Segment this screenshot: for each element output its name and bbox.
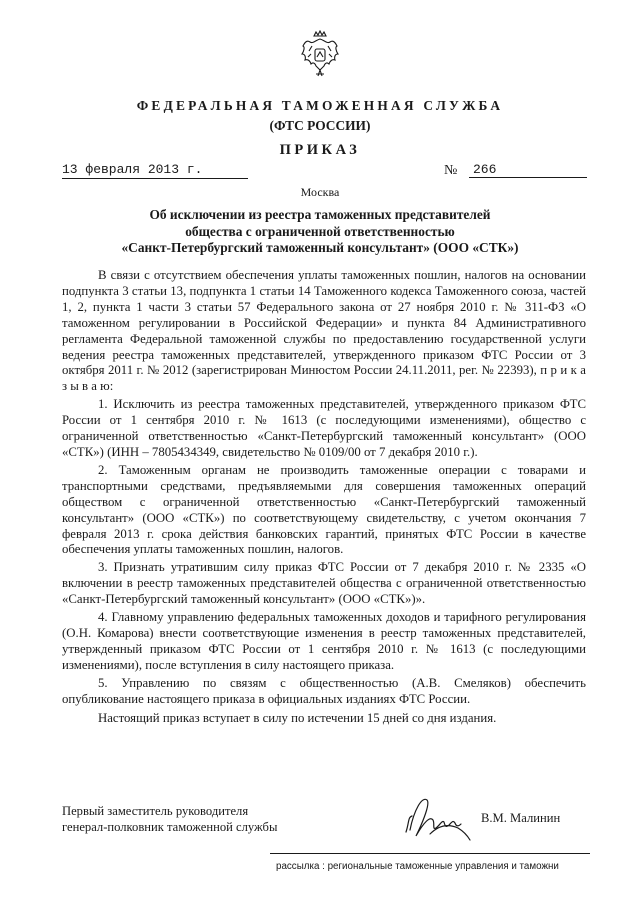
city: Москва	[300, 185, 340, 199]
distribution-divider	[270, 853, 590, 854]
order-title-line: Об исключении из реестра таможенных представителей	[149, 207, 491, 222]
order-item-5: 5. Управлению по связям с общественностью (А.В. Смеляков) обеспечить опубликование настоящего приказа в официальных изданиях ФТС России.	[62, 675, 586, 706]
handwritten-signature-icon	[400, 790, 476, 848]
agency-name: ФЕДЕРАЛЬНАЯ ТАМОЖЕННАЯ СЛУЖБА	[136, 98, 504, 113]
order-item-3: 3. Признать утратившим силу приказ ФТС России от 7 декабря 2010 г. № 2335 «О включении в реестр таможенных представителей общества с ограниченной ответственностью «Санкт-Петербургский таможенный консультант» (ООО «СТК»)».	[62, 560, 586, 607]
closing-paragraph: Настоящий приказ вступает в силу по истечении 15 дней со дня издания.	[98, 711, 497, 726]
signatory-position-line: Первый заместитель руководителя	[62, 804, 249, 818]
order-item-1: 1. Исключить из реестра таможенных представителей, утвержденного приказом ФТС России от 1 сентября 2010 г. № 1613 (с последующими изменениями), общество с ограниченной ответственностью «Санкт-Петербургский таможенный консультант» (ООО «СТК») (ИНН – 7805434349, свидетельство № 0109/00 от 7 декабря 2010 г.).	[62, 397, 586, 459]
signatory-position	[62, 803, 277, 835]
order-date: 13 февраля 2013 г.	[62, 162, 248, 179]
preamble-paragraph: В связи с отсутствием обеспечения уплаты таможенных пошлин, налогов на основании подпункта 3 статьи 13, подпункта 1 статьи 14 Таможенного кодекса Таможенного союза, частей 1, 2, пункта 1 части 3 статьи 57 Федерального закона от 27 ноября 2010 г. № 311-ФЗ «О таможенном регулировании в Российской Федерации» и пункта 84 Административного регламента Федеральной таможенной службы по предоставлению государственной услуги ведения реестра таможенных представителей, утвержденного приказом ФТС России от 3 октября 2011 г. № 2012 (зарегистрирован Минюстом России 24.11.2011, рег. № 22393), п р и к а з ы в а ю:	[62, 268, 586, 394]
signatory-name: В.М. Малинин	[481, 811, 561, 825]
order-number: 266	[469, 162, 587, 178]
russian-double-headed-eagle-icon	[300, 30, 340, 80]
order-title-line: общества с ограниченной ответственностью	[185, 223, 455, 239]
document-type: ПРИКАЗ	[279, 142, 361, 158]
order-title-line: «Санкт-Петербургский таможенный консультант» (ООО «СТК»)	[121, 240, 519, 255]
agency-abbreviation: (ФТС РОССИИ)	[269, 118, 371, 133]
order-body	[62, 268, 586, 729]
signatory-position-line: генерал-полковник таможенной службы	[62, 820, 278, 834]
order-item-2: 2. Таможенным органам не производить таможенные операции с товарами и транспортными средствами, предъявляемыми для совершения таможенных операций обществом с ограниченной ответственностью «Санкт-Петербургский таможенный консультант» (ООО «СТК») по соответствующему свидетельству, с учетом окончания 7 февраля 2013 г. срока действия банковских гарантий, принятых ФТС России в качестве обеспечения уплаты таможенных пошлин, налогов.	[62, 462, 586, 557]
number-sign: №	[444, 163, 458, 178]
order-title	[90, 207, 550, 257]
order-item-4: 4. Главному управлению федеральных таможенных доходов и тарифного регулирования (О.Н. Комарова) внести соответствующие изменения в реестр таможенных представителей, утвержденный приказом ФТС России от 1 сентября 2010 г. № 1613 (с последующими изменениями), после вступления в силу настоящего приказа.	[62, 610, 586, 672]
distribution-list: рассылка : региональные таможенные управления и таможни	[276, 861, 559, 872]
